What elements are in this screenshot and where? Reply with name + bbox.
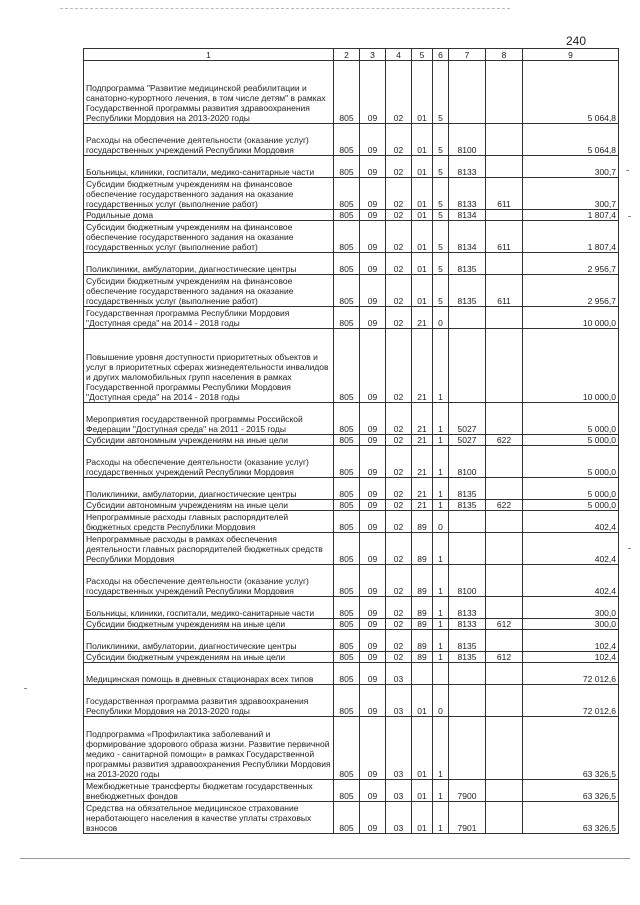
row-code-c5: 89 [412,630,433,652]
row-code-c7: 8100 [449,124,486,156]
row-description: Государственная программа развития здравоохранения Республики Мордовия на 2013-2020 годы [84,685,334,717]
row-code-c6 [433,663,449,685]
row-description: Подпрограмма «Профилактика заболеваний и формирование здорового образа жизни. Развитие первичной медико - санитарной помощи» в рамках Государственной программы развития здравоохранения Республики Мордовия на 2013-2020 годы [84,717,334,780]
row-code-c6: 0 [433,511,449,533]
row-code-c3: 09 [360,253,386,275]
row-code-c2: 805 [334,630,360,652]
row-code-c7: 8134 [449,221,486,253]
row-code-c4: 02 [386,275,412,307]
table-row [84,253,619,275]
row-code-c7: 8133 [449,597,486,619]
row-code-c8 [486,307,523,329]
row-code-c5: 01 [412,156,433,178]
row-code-c4: 03 [386,802,412,834]
row-code-c2: 805 [334,307,360,329]
top-scan-rule [60,8,510,9]
row-code-c4: 02 [386,178,412,210]
row-code-c5: 89 [412,533,433,565]
row-amount: 300,0 [523,597,619,619]
row-amount: 5 000,0 [523,403,619,435]
row-amount: 1 807,4 [523,210,619,221]
row-code-c5: 89 [412,597,433,619]
row-code-c7: 8135 [449,275,486,307]
row-code-c4: 02 [386,597,412,619]
row-code-c5: 01 [412,685,433,717]
row-amount: 63 326,5 [523,802,619,834]
row-code-c5: 01 [412,253,433,275]
row-code-c6: 5 [433,253,449,275]
table-row [84,61,619,124]
row-code-c6: 5 [433,275,449,307]
row-code-c3: 09 [360,435,386,446]
row-amount: 102,4 [523,630,619,652]
row-code-c3: 09 [360,446,386,478]
row-code-c6: 5 [433,61,449,124]
row-code-c6: 0 [433,685,449,717]
row-code-c2: 805 [334,478,360,500]
row-code-c4: 02 [386,511,412,533]
row-code-c4: 02 [386,500,412,511]
row-code-c7 [449,717,486,780]
row-code-c7: 8135 [449,500,486,511]
row-code-c4: 02 [386,210,412,221]
row-code-c3: 09 [360,329,386,403]
row-code-c3: 09 [360,61,386,124]
row-code-c6: 1 [433,802,449,834]
table-row [84,446,619,478]
row-amount: 72 012,6 [523,663,619,685]
row-description: Больницы, клиники, госпитали, медико-санитарные части [84,156,334,178]
column-header-7: 7 [449,49,486,61]
page-number: 240 [566,34,587,48]
row-amount: 5 000,0 [523,435,619,446]
column-header-6: 6 [433,49,449,61]
row-code-c2: 805 [334,652,360,663]
row-code-c3: 09 [360,685,386,717]
row-code-c6: 5 [433,221,449,253]
column-header-4: 4 [386,49,412,61]
row-code-c5: 21 [412,478,433,500]
row-amount: 300,0 [523,619,619,630]
row-amount: 402,4 [523,533,619,565]
row-code-c7 [449,329,486,403]
row-code-c7: 8133 [449,178,486,210]
row-code-c8 [486,446,523,478]
row-code-c3: 09 [360,533,386,565]
row-code-c5: 21 [412,435,433,446]
table-header-row [84,49,619,61]
bottom-scan-rule [20,858,630,859]
row-code-c2: 805 [334,780,360,802]
table-row [84,597,619,619]
row-code-c5: 01 [412,717,433,780]
row-code-c7: 8135 [449,630,486,652]
row-code-c4: 03 [386,663,412,685]
budget-table [83,48,619,834]
row-code-c4: 02 [386,307,412,329]
row-description: Расходы на обеспечение деятельности (оказание услуг) государственных учреждений Республики Мордовия [84,124,334,156]
table-row [84,221,619,253]
row-code-c2: 805 [334,802,360,834]
table-row [84,500,619,511]
row-code-c2: 805 [334,511,360,533]
row-code-c8 [486,124,523,156]
row-code-c6: 1 [433,446,449,478]
row-code-c5: 89 [412,652,433,663]
row-amount: 72 012,6 [523,685,619,717]
row-code-c8 [486,533,523,565]
row-code-c3: 09 [360,780,386,802]
row-code-c8 [486,210,523,221]
table-row [84,619,619,630]
row-amount: 102,4 [523,652,619,663]
row-code-c4: 02 [386,253,412,275]
row-code-c5: 21 [412,307,433,329]
row-code-c8 [486,61,523,124]
row-code-c4: 03 [386,685,412,717]
row-code-c5: 01 [412,221,433,253]
table-row [84,717,619,780]
row-description: Непрограммные расходы главных распорядителей бюджетных средств Республики Мордовия [84,511,334,533]
table-row [84,403,619,435]
row-code-c5: 01 [412,61,433,124]
row-amount: 2 956,7 [523,253,619,275]
row-description: Подпрограмма "Развитие медицинской реабилитации и санаторно-курортного лечения, в том числе детям" в рамках Государственной программы развития здравоохранения Республики Мордовия на 2013-2020 годы [84,61,334,124]
row-code-c7: 5027 [449,435,486,446]
row-description: Субсидии бюджетным учреждениям на финансовое обеспечение государственного задания на оказание государственных услуг (выполнение работ) [84,275,334,307]
row-code-c2: 805 [334,717,360,780]
row-code-c2: 805 [334,61,360,124]
row-code-c5: 21 [412,403,433,435]
row-code-c8 [486,630,523,652]
row-amount: 10 000,0 [523,329,619,403]
row-code-c4: 02 [386,61,412,124]
row-code-c8 [486,156,523,178]
column-header-5: 5 [412,49,433,61]
row-code-c2: 805 [334,403,360,435]
row-code-c7: 7900 [449,780,486,802]
row-code-c5: 01 [412,780,433,802]
row-description: Медицинская помощь в дневных стационарах всех типов [84,663,334,685]
row-code-c6: 1 [433,329,449,403]
row-code-c3: 09 [360,717,386,780]
row-code-c6: 5 [433,178,449,210]
row-code-c6: 1 [433,403,449,435]
row-code-c7 [449,307,486,329]
margin-mark [628,548,631,549]
row-amount: 5 000,0 [523,478,619,500]
row-amount: 5 064,8 [523,124,619,156]
table-row [84,478,619,500]
row-code-c5: 21 [412,500,433,511]
row-code-c2: 805 [334,178,360,210]
row-code-c7: 8134 [449,210,486,221]
row-code-c6: 5 [433,210,449,221]
table-row [84,307,619,329]
row-code-c4: 03 [386,717,412,780]
row-description: Поликлиники, амбулатории, диагностические центры [84,630,334,652]
row-code-c3: 09 [360,619,386,630]
row-description: Субсидии бюджетным учреждениям на финансовое обеспечение государственного задания на оказание государственных услуг (выполнение работ) [84,221,334,253]
row-amount: 5 000,0 [523,446,619,478]
row-code-c5: 01 [412,275,433,307]
row-code-c5: 21 [412,446,433,478]
row-description: Государственная программа Республики Мордовия "Доступная среда" на 2014 - 2018 годы [84,307,334,329]
row-code-c3: 09 [360,124,386,156]
row-code-c4: 02 [386,478,412,500]
row-description: Субсидии бюджетным учреждениям на финансовое обеспечение государственного задания на оказание государственных услуг (выполнение работ) [84,178,334,210]
row-code-c8 [486,717,523,780]
row-code-c4: 02 [386,124,412,156]
row-code-c6: 5 [433,156,449,178]
row-code-c3: 09 [360,221,386,253]
row-code-c4: 02 [386,329,412,403]
row-code-c3: 09 [360,178,386,210]
table-row [84,275,619,307]
row-code-c7 [449,685,486,717]
row-code-c2: 805 [334,221,360,253]
row-code-c2: 805 [334,329,360,403]
row-code-c6: 1 [433,435,449,446]
row-code-c8: 622 [486,500,523,511]
row-code-c3: 09 [360,478,386,500]
row-code-c6: 1 [433,533,449,565]
table-row [84,435,619,446]
row-code-c3: 09 [360,652,386,663]
row-code-c7: 8133 [449,619,486,630]
row-code-c8 [486,802,523,834]
table-row [84,178,619,210]
row-code-c3: 09 [360,630,386,652]
row-code-c3: 09 [360,500,386,511]
row-amount: 63 326,5 [523,717,619,780]
row-code-c8: 611 [486,178,523,210]
row-code-c2: 805 [334,500,360,511]
row-code-c2: 805 [334,597,360,619]
row-amount: 402,4 [523,511,619,533]
row-description: Субсидии бюджетным учреждениям на иные цели [84,619,334,630]
row-amount: 63 326,5 [523,780,619,802]
row-code-c6: 1 [433,478,449,500]
row-code-c5: 89 [412,565,433,597]
row-code-c6: 1 [433,780,449,802]
row-code-c6: 1 [433,500,449,511]
table-row [84,124,619,156]
row-code-c4: 02 [386,652,412,663]
row-code-c8: 622 [486,435,523,446]
row-code-c8: 611 [486,221,523,253]
row-code-c2: 805 [334,663,360,685]
row-code-c7 [449,533,486,565]
row-code-c5: 89 [412,619,433,630]
row-description: Больницы, клиники, госпитали, медико-санитарные части [84,597,334,619]
table-row [84,329,619,403]
row-code-c3: 09 [360,307,386,329]
row-code-c2: 805 [334,685,360,717]
row-code-c4: 02 [386,619,412,630]
table-row [84,685,619,717]
row-code-c3: 09 [360,210,386,221]
row-description: Расходы на обеспечение деятельности (оказание услуг) государственных учреждений Республики Мордовия [84,446,334,478]
row-code-c7 [449,511,486,533]
row-code-c8 [486,329,523,403]
column-header-2: 2 [334,49,360,61]
row-code-c7 [449,663,486,685]
row-code-c6: 1 [433,652,449,663]
row-code-c2: 805 [334,275,360,307]
row-amount: 300,7 [523,178,619,210]
row-code-c2: 805 [334,435,360,446]
row-code-c7: 5027 [449,403,486,435]
row-description: Расходы на обеспечение деятельности (оказание услуг) государственных учреждений Республики Мордовия [84,565,334,597]
row-code-c6: 0 [433,307,449,329]
row-amount: 2 956,7 [523,275,619,307]
row-code-c3: 09 [360,275,386,307]
row-code-c3: 09 [360,156,386,178]
row-amount: 5 000,0 [523,500,619,511]
row-code-c3: 09 [360,663,386,685]
row-code-c4: 02 [386,403,412,435]
row-code-c8: 611 [486,275,523,307]
row-amount: 5 064,8 [523,61,619,124]
row-description: Средства на обязательное медицинское страхование неработающего населения в качестве уплаты страховых взносов [84,802,334,834]
row-code-c7: 8100 [449,446,486,478]
row-code-c6: 1 [433,619,449,630]
row-description: Родильные дома [84,210,334,221]
table-row [84,802,619,834]
row-code-c7: 8135 [449,478,486,500]
row-code-c7 [449,61,486,124]
table-row [84,780,619,802]
table-row [84,663,619,685]
row-code-c2: 805 [334,156,360,178]
margin-mark [628,216,631,217]
row-code-c2: 805 [334,533,360,565]
row-code-c3: 09 [360,511,386,533]
table-row [84,630,619,652]
row-code-c8: 612 [486,652,523,663]
row-code-c8 [486,685,523,717]
column-header-3: 3 [360,49,386,61]
row-code-c8 [486,253,523,275]
table-row [84,652,619,663]
row-code-c4: 02 [386,435,412,446]
row-code-c4: 02 [386,533,412,565]
row-code-c5: 01 [412,210,433,221]
row-code-c8 [486,511,523,533]
row-code-c5: 21 [412,329,433,403]
margin-mark [626,170,629,171]
row-code-c4: 02 [386,221,412,253]
row-code-c3: 09 [360,403,386,435]
row-code-c6: 1 [433,717,449,780]
row-amount: 1 807,4 [523,221,619,253]
row-code-c7: 8135 [449,652,486,663]
row-description: Непрограммные расходы в рамках обеспечения деятельности главных распорядителей бюджетных средств Республики Мордовия [84,533,334,565]
row-code-c6: 1 [433,597,449,619]
row-code-c8 [486,403,523,435]
row-code-c2: 805 [334,124,360,156]
row-code-c7: 8100 [449,565,486,597]
row-description: Субсидии автономным учреждениям на иные цели [84,435,334,446]
row-code-c8 [486,565,523,597]
row-code-c2: 805 [334,253,360,275]
row-amount: 300,7 [523,156,619,178]
row-code-c4: 02 [386,630,412,652]
row-code-c8 [486,597,523,619]
row-code-c7: 7901 [449,802,486,834]
row-code-c5: 89 [412,511,433,533]
table-row [84,533,619,565]
row-code-c6: 5 [433,124,449,156]
row-description: Поликлиники, амбулатории, диагностические центры [84,253,334,275]
row-code-c6: 1 [433,630,449,652]
row-code-c2: 805 [334,446,360,478]
row-code-c7: 8135 [449,253,486,275]
row-code-c8 [486,663,523,685]
column-header-8: 8 [486,49,523,61]
table-row [84,511,619,533]
row-code-c3: 09 [360,565,386,597]
row-code-c4: 02 [386,446,412,478]
row-code-c8 [486,780,523,802]
row-amount: 10 000,0 [523,307,619,329]
row-code-c4: 02 [386,565,412,597]
table-row [84,565,619,597]
row-code-c8 [486,478,523,500]
margin-mark [24,688,27,689]
column-header-1: 1 [84,49,334,61]
row-code-c5: 01 [412,124,433,156]
table-row [84,210,619,221]
column-header-9: 9 [523,49,619,61]
row-code-c5 [412,663,433,685]
row-code-c7: 8133 [449,156,486,178]
row-description: Субсидии бюджетным учреждениям на иные цели [84,652,334,663]
row-description: Поликлиники, амбулатории, диагностические центры [84,478,334,500]
row-description: Субсидии автономным учреждениям на иные цели [84,500,334,511]
row-amount: 402,4 [523,565,619,597]
row-code-c5: 01 [412,178,433,210]
row-code-c3: 09 [360,597,386,619]
table-row [84,156,619,178]
row-code-c6: 1 [433,565,449,597]
row-description: Мероприятия государственной программы Российской Федерации "Доступная среда" на 2011 - 2015 годы [84,403,334,435]
row-code-c2: 805 [334,565,360,597]
row-code-c2: 805 [334,210,360,221]
row-description: Межбюджетные трансферты бюджетам государственных внебюджетных фондов [84,780,334,802]
row-code-c5: 01 [412,802,433,834]
table-body [84,61,619,834]
row-code-c4: 03 [386,780,412,802]
row-code-c4: 02 [386,156,412,178]
row-code-c3: 09 [360,802,386,834]
row-code-c2: 805 [334,619,360,630]
row-code-c8: 612 [486,619,523,630]
row-description: Повышение уровня доступности приоритетных объектов и услуг в приоритетных сферах жизнедеятельности инвалидов и других маломобильных групп населения в рамках Государственной программы Республики Мордовия "Доступная среда" на 2014 - 2018 годы [84,329,334,403]
